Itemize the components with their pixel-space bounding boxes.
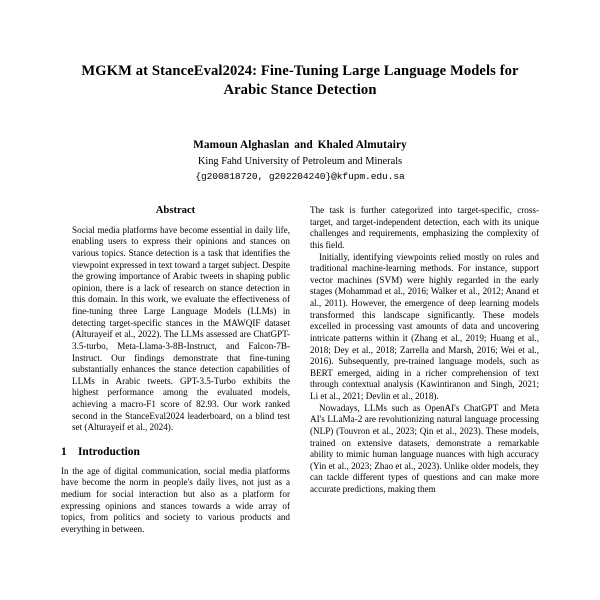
introduction-paragraph-1: In the age of digital communication, social media platforms have become the norm in people's daily lives, not just as a medium for social interaction but also as a platform for expressing opinions and stances towards a wide array of topics, from politics and society to various products and everything in between. [61,465,290,534]
right-column [310,205,539,600]
author-conjunction: and [294,138,313,151]
section-title: Introduction [78,445,140,458]
author-second: Khaled Almutairy [317,138,407,151]
abstract-paragraph: Social media platforms have become essential in daily life, enabling users to express their opinions and stances on various topics. Stance detection is a task that identifies the viewpoint expressed in text toward a target subject. Despite the growing importance of Arabic tweets in shaping public opinion, there is a lack of research on stance detection in this domain. In this work, we evaluate the effectiveness of fine-tuning three Large Language Models (LLMs) in detecting target-specific stances in the MAWQIF dataset (Alturayeif et al., 2022). The LLMs assessed are ChatGPT-3.5-turbo, Meta-Llama-3-8B-Instruct, and Falcon-7B-Instruct. Our findings demonstrate that fine-tuning substantially enhances the stance detection capabilities of LLMs in Arabic tweets. GPT-3.5-Turbo exhibits the highest performance among the evaluated models, achieving a macro-F1 score of 82.93. Our work ranked second in the StanceEval2024 leaderboard, on a blind test set (Alturayeif et al., 2024). [72,224,290,433]
affiliation: King Fahd University of Petroleum and Minerals [197,156,403,168]
author-list [62,138,538,153]
page-title [62,62,538,101]
section-number: 1 [61,445,67,458]
right-paragraph-2: Initially, identifying viewpoints relied mostly on rules and traditional machine-learning methods. For instance, support vector machines (SVM) were highly regarded in the early stages (Mohammad et al., 2016; Walker et al., 2012; Anand et al., 2011). However, the emergence of deep learning models transformed this landscape significantly. These models excelled in processing vast amounts of data and uncovering intricate patterns within it (Zhang et al., 2019; Huang et al., 2018; Dey et al., 2018; Zarrella and Marsh, 2016; Wei et al., 2016). Subsequently, pre-trained language models, such as BERT emerged, aiding in a richer comprehension of text through contextual analysis (Kawintiranon and Singh, 2021; Li et al., 2021; Devlin et al., 2018). [310,251,539,401]
right-paragraph-1: The task is further categorized into target-specific, cross-target, and target-independent detection, each with its unique challenges and requirements, emphasizing the complexity of this field. [310,205,539,250]
title-line-2: Arabic Stance Detection [223,82,377,99]
title-line-1: MGKM at StanceEval2024: Fine-Tuning Large Language Models for [81,63,519,79]
left-column [61,205,290,600]
right-paragraph-3: Nowadays, LLMs such as OpenAI's ChatGPT and Meta AI's LLaMa-2 are revolutionizing natural language processing (NLP) (Touvron et al., 2023; Qin et al., 2023). These models, trained on extensive datasets, demonstrate a remarkable ability to mimic human language nuances with high accuracy (Yin et al., 2023; Zhao et al., 2023). Unlike older models, they can tackle different types of questions and can make more accurate predictions, making them [310,402,539,494]
title-block [0,0,600,184]
section-heading-introduction [61,446,290,460]
author-first: Mamoun Alghaslan [193,138,290,151]
author-emails: {g200818720, g202204240}@kfupm.edu.sa [195,171,405,183]
body-columns [61,205,539,600]
abstract-body [72,225,290,434]
abstract-heading: Abstract [155,205,196,216]
